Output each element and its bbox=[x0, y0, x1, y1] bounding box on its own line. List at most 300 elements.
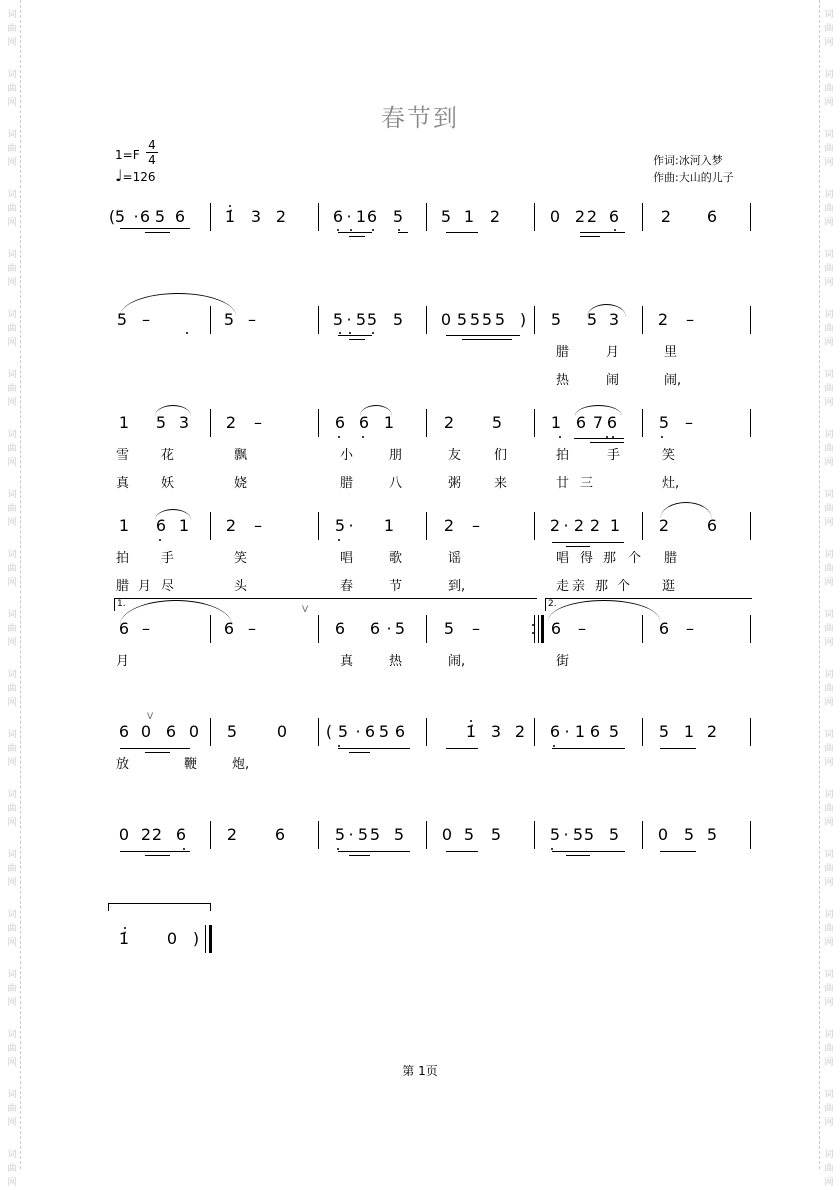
slur-arc bbox=[575, 405, 622, 416]
lyric-verse-1: 鞭 bbox=[184, 757, 198, 772]
watermark-char: 曲 bbox=[7, 984, 17, 994]
watermark-char: 词 bbox=[7, 1150, 17, 1160]
note: 3 bbox=[178, 413, 190, 432]
note: · bbox=[564, 722, 570, 741]
lyric-verse-2: 春 bbox=[340, 579, 354, 594]
bar-line bbox=[642, 409, 643, 437]
watermark-char: 词 bbox=[824, 730, 834, 740]
underline-beam bbox=[145, 855, 170, 856]
note: 6 bbox=[369, 619, 381, 638]
low-octave-dot bbox=[553, 745, 555, 747]
note: · bbox=[133, 207, 139, 226]
note: 1 bbox=[118, 413, 130, 432]
note: ( bbox=[108, 207, 116, 226]
note: 6 bbox=[223, 619, 235, 638]
watermark-char: 词 bbox=[7, 430, 17, 440]
underline-beam bbox=[552, 542, 624, 543]
note: 6 bbox=[165, 722, 177, 741]
note: 5 bbox=[393, 825, 405, 844]
note: 6 bbox=[706, 516, 718, 535]
bar-line bbox=[426, 306, 427, 334]
watermark-char: 曲 bbox=[824, 324, 834, 334]
bar-line bbox=[426, 512, 427, 540]
lyric-verse-1: 里 bbox=[664, 345, 678, 360]
underline-beam bbox=[660, 748, 696, 749]
time-signature-bottom: 4 bbox=[146, 152, 158, 167]
final-bar-thin bbox=[205, 925, 206, 953]
lyric-verse-2: 闹 bbox=[606, 373, 620, 388]
note: 1 bbox=[683, 722, 695, 741]
watermark-char: 曲 bbox=[7, 144, 17, 154]
note: · bbox=[563, 825, 569, 844]
watermark-char: 网 bbox=[7, 1058, 17, 1068]
watermark-char: 曲 bbox=[7, 1044, 17, 1054]
note: 3 bbox=[250, 207, 262, 226]
key-signature: 1=F bbox=[115, 148, 140, 162]
lyric-verse-1: 拍 bbox=[556, 448, 570, 463]
note: 2 bbox=[275, 207, 287, 226]
note: 5 bbox=[683, 825, 695, 844]
lyric-verse-1: 拍 bbox=[116, 551, 130, 566]
note: 5 bbox=[334, 516, 346, 535]
bar-line bbox=[750, 512, 751, 540]
lyric-verse-1: 朋 bbox=[389, 448, 403, 463]
underline-beam bbox=[120, 228, 190, 229]
watermark-char: 曲 bbox=[824, 84, 834, 94]
note: 2 bbox=[660, 207, 672, 226]
bar-line bbox=[534, 512, 535, 540]
lyric-verse-1: 个 bbox=[628, 551, 642, 566]
underline-beam bbox=[338, 335, 372, 336]
watermark-char: 词 bbox=[824, 550, 834, 560]
note: 5 bbox=[443, 619, 455, 638]
note: 1 bbox=[609, 516, 621, 535]
note: 2 bbox=[151, 825, 163, 844]
bar-line bbox=[750, 203, 751, 231]
note: · bbox=[348, 825, 354, 844]
lyric-verse-1: 笑 bbox=[662, 448, 676, 463]
time-signature bbox=[146, 138, 158, 167]
lyric-verse-2: 那 bbox=[595, 579, 609, 594]
note: 5 bbox=[114, 207, 126, 226]
watermark-char: 曲 bbox=[824, 144, 834, 154]
lyric-verse-2: 腊 bbox=[116, 579, 130, 594]
watermark-char: 网 bbox=[7, 158, 17, 168]
watermark-char: 网 bbox=[7, 518, 17, 528]
watermark-char: 曲 bbox=[7, 864, 17, 874]
watermark-char: 词 bbox=[824, 1150, 834, 1160]
lyric-verse-1: 唱 bbox=[556, 551, 570, 566]
watermark-char: 词 bbox=[824, 850, 834, 860]
watermark-char: 词 bbox=[7, 850, 17, 860]
note: 6 bbox=[606, 413, 618, 432]
bar-line bbox=[642, 512, 643, 540]
repeat-bar-thick bbox=[541, 615, 544, 643]
underline-beam bbox=[338, 748, 410, 749]
watermark-char: 词 bbox=[7, 130, 17, 140]
lyric-verse-2: 节 bbox=[389, 579, 403, 594]
note: – bbox=[142, 619, 150, 638]
watermark-char: 曲 bbox=[7, 444, 17, 454]
note: 0 bbox=[549, 207, 561, 226]
low-octave-dot bbox=[339, 332, 341, 334]
lyric-verse-1: 歌 bbox=[389, 551, 403, 566]
watermark-char: 词 bbox=[824, 1030, 834, 1040]
note: 7 bbox=[592, 413, 604, 432]
watermark-char: 曲 bbox=[824, 264, 834, 274]
note: 2 bbox=[589, 516, 601, 535]
note: 6 bbox=[155, 516, 167, 535]
bar-line bbox=[534, 615, 535, 643]
lyric-verse-1: 友 bbox=[448, 448, 462, 463]
watermark-char: 曲 bbox=[824, 624, 834, 634]
watermark-char: 网 bbox=[824, 698, 834, 708]
note: 1 bbox=[355, 207, 367, 226]
watermark-char: 网 bbox=[824, 878, 834, 888]
low-octave-dot bbox=[612, 436, 614, 438]
low-octave-dot bbox=[350, 229, 352, 231]
watermark-char: 词 bbox=[824, 190, 834, 200]
note: 1 bbox=[574, 722, 586, 741]
coda-bracket-left bbox=[108, 903, 109, 911]
note: 6 bbox=[139, 207, 151, 226]
note: 5 bbox=[154, 207, 166, 226]
watermark-char: 词 bbox=[7, 1030, 17, 1040]
watermark-char: 网 bbox=[7, 98, 17, 108]
watermark-char: 曲 bbox=[824, 384, 834, 394]
lyric-verse-1: 腊 bbox=[664, 551, 678, 566]
lyric-verse-2: 八 bbox=[389, 476, 403, 491]
note: 6 bbox=[364, 722, 376, 741]
bar-line bbox=[750, 306, 751, 334]
note: 2 bbox=[443, 413, 455, 432]
watermark-char: 词 bbox=[824, 610, 834, 620]
watermark-char: 词 bbox=[824, 970, 834, 980]
note: 2 bbox=[574, 207, 586, 226]
time-signature-top: 4 bbox=[148, 138, 156, 152]
bar-line bbox=[534, 409, 535, 437]
note: 5 bbox=[357, 825, 369, 844]
watermark-char: 曲 bbox=[824, 504, 834, 514]
note: 6 bbox=[366, 207, 378, 226]
bar-line bbox=[642, 203, 643, 231]
underline-beam bbox=[580, 236, 600, 237]
lyric-verse-2: 来 bbox=[494, 476, 508, 491]
bar-line bbox=[210, 821, 211, 849]
note: 1̇ bbox=[224, 207, 236, 226]
note: 5 bbox=[608, 825, 620, 844]
watermark-char: 词 bbox=[824, 310, 834, 320]
note: 5 bbox=[658, 722, 670, 741]
watermark-char: 词 bbox=[824, 370, 834, 380]
bar-line bbox=[318, 306, 319, 334]
underline-beam bbox=[446, 748, 478, 749]
note: 6 bbox=[658, 619, 670, 638]
tempo-marking bbox=[115, 166, 156, 185]
note: 2 bbox=[225, 516, 237, 535]
watermark-char: 曲 bbox=[824, 744, 834, 754]
underline-beam bbox=[120, 851, 190, 852]
watermark-char: 曲 bbox=[7, 804, 17, 814]
watermark-char: 词 bbox=[824, 250, 834, 260]
watermark-char: 词 bbox=[7, 310, 17, 320]
note: 5 bbox=[355, 310, 367, 329]
note: 5 bbox=[378, 722, 390, 741]
lyric-verse-2: 娆 bbox=[234, 476, 248, 491]
watermark-char: 网 bbox=[7, 938, 17, 948]
note: – bbox=[248, 310, 256, 329]
low-octave-dot bbox=[551, 848, 553, 850]
note: 6 bbox=[118, 619, 130, 638]
watermark-char: 词 bbox=[7, 910, 17, 920]
underline-beam bbox=[349, 855, 370, 856]
watermark-char: 词 bbox=[7, 790, 17, 800]
watermark-char: 网 bbox=[824, 638, 834, 648]
final-bar-thick bbox=[209, 925, 212, 953]
watermark-char: 网 bbox=[824, 518, 834, 528]
note: – bbox=[472, 619, 480, 638]
note: 1 bbox=[383, 516, 395, 535]
watermark-char: 网 bbox=[824, 278, 834, 288]
bar-line bbox=[534, 203, 535, 231]
note: · bbox=[563, 516, 569, 535]
note: 0 bbox=[276, 722, 288, 741]
watermark-char: 网 bbox=[7, 578, 17, 588]
note: 2 bbox=[140, 825, 152, 844]
underline-beam bbox=[580, 232, 625, 233]
note: 2 bbox=[586, 207, 598, 226]
bar-line bbox=[642, 718, 643, 746]
note: 6 bbox=[394, 722, 406, 741]
watermark-char: 网 bbox=[7, 1178, 17, 1188]
underline-beam bbox=[574, 438, 624, 439]
lyric-verse-2: 月 bbox=[138, 579, 152, 594]
low-octave-dot bbox=[372, 229, 374, 231]
note: 1̇ bbox=[465, 722, 477, 741]
bar-line bbox=[318, 512, 319, 540]
low-octave-dot bbox=[183, 848, 185, 850]
underline-beam bbox=[462, 339, 512, 340]
underline-beam bbox=[446, 232, 478, 233]
first-ending: 1. bbox=[114, 598, 537, 611]
underline-beam bbox=[590, 442, 624, 443]
note: 2 bbox=[226, 825, 238, 844]
lyric-verse-2: 亲 bbox=[572, 579, 586, 594]
watermark-char: 曲 bbox=[824, 444, 834, 454]
note: 5 bbox=[494, 310, 506, 329]
repeat-dot bbox=[532, 624, 534, 626]
lyric-verse-2: 腊 bbox=[340, 476, 354, 491]
note: 6 bbox=[332, 207, 344, 226]
credits bbox=[653, 152, 734, 186]
lyric-verse-2: 热 bbox=[556, 373, 570, 388]
note: 6 bbox=[118, 722, 130, 741]
lyric-verse-1: 们 bbox=[494, 448, 508, 463]
bar-line bbox=[750, 615, 751, 643]
lyric-verse-1: 小 bbox=[340, 448, 354, 463]
lyricist: 作词:冰河入梦 bbox=[653, 154, 723, 167]
bar-line bbox=[210, 203, 211, 231]
slur-arc bbox=[120, 293, 236, 316]
high-octave-dot bbox=[470, 720, 472, 722]
note: 2 bbox=[657, 310, 669, 329]
watermark-char: 词 bbox=[824, 670, 834, 680]
lyric-verse-2: 粥 bbox=[448, 476, 462, 491]
note: 5 bbox=[337, 722, 349, 741]
underline-beam bbox=[120, 748, 190, 749]
lyric-verse-1: 月 bbox=[606, 345, 620, 360]
bar-line bbox=[318, 718, 319, 746]
watermark-char: 网 bbox=[824, 998, 834, 1008]
note: ) bbox=[519, 310, 527, 329]
note: · bbox=[348, 516, 354, 535]
lyric-verse-2: 真 bbox=[116, 476, 130, 491]
note: 6 bbox=[549, 722, 561, 741]
note: 5 bbox=[440, 207, 452, 226]
bar-line bbox=[750, 409, 751, 437]
watermark-char: 曲 bbox=[7, 564, 17, 574]
watermark-char: 网 bbox=[7, 998, 17, 1008]
note: 5 bbox=[392, 310, 404, 329]
note: – bbox=[685, 413, 693, 432]
coda-bracket bbox=[108, 903, 210, 904]
watermark-char: 网 bbox=[7, 338, 17, 348]
lyric-verse-2: 逛 bbox=[662, 579, 676, 594]
underline-beam bbox=[338, 851, 410, 852]
watermark-char: 词 bbox=[824, 910, 834, 920]
slur-arc bbox=[587, 304, 626, 317]
note: 5 bbox=[392, 207, 404, 226]
watermark-char: 词 bbox=[824, 70, 834, 80]
low-octave-dot bbox=[337, 229, 339, 231]
note: 5 bbox=[116, 310, 128, 329]
note: 5 bbox=[572, 825, 584, 844]
note: 5 bbox=[394, 619, 406, 638]
watermark-char: 词 bbox=[7, 10, 17, 20]
note: 2 bbox=[225, 413, 237, 432]
lyric-verse-1: 那 bbox=[603, 551, 617, 566]
low-octave-dot bbox=[661, 436, 663, 438]
bar-line bbox=[426, 615, 427, 643]
coda-bracket-right bbox=[210, 903, 211, 911]
watermark-char: 曲 bbox=[7, 24, 17, 34]
underline-beam bbox=[660, 851, 696, 852]
note: 5 bbox=[490, 825, 502, 844]
underline-beam bbox=[349, 236, 365, 237]
note: 2 bbox=[489, 207, 501, 226]
note: · bbox=[355, 722, 361, 741]
watermark-char: 曲 bbox=[7, 1164, 17, 1174]
slur-arc bbox=[660, 502, 712, 519]
watermark-char: 网 bbox=[824, 38, 834, 48]
underline-beam bbox=[446, 335, 520, 336]
low-octave-dot bbox=[372, 332, 374, 334]
note: 6 bbox=[334, 413, 346, 432]
watermark-char: 词 bbox=[7, 970, 17, 980]
bar-line bbox=[426, 718, 427, 746]
note: 5 bbox=[223, 310, 235, 329]
lyric-verse-1: 谣 bbox=[448, 551, 462, 566]
watermark-char: 曲 bbox=[824, 564, 834, 574]
lyric-verse-1: 月 bbox=[116, 654, 130, 669]
watermark-char: 网 bbox=[824, 218, 834, 228]
low-octave-dot bbox=[159, 539, 161, 541]
watermark-char: 曲 bbox=[824, 204, 834, 214]
page-number: 第 1页 bbox=[402, 1064, 438, 1078]
bar-line bbox=[318, 409, 319, 437]
watermark-char: 曲 bbox=[824, 1044, 834, 1054]
bar-line bbox=[210, 718, 211, 746]
watermark-char: 词 bbox=[824, 490, 834, 500]
song-title: 春节到 bbox=[381, 104, 459, 132]
watermark-char: 网 bbox=[7, 818, 17, 828]
underline-beam bbox=[349, 339, 365, 340]
note: 6 bbox=[334, 619, 346, 638]
lyric-verse-1: 飘 bbox=[234, 448, 248, 463]
watermark-char: 网 bbox=[7, 1118, 17, 1128]
note: 6 bbox=[608, 207, 620, 226]
watermark-char: 曲 bbox=[824, 984, 834, 994]
watermark-char: 词 bbox=[824, 10, 834, 20]
bar-line bbox=[318, 615, 319, 643]
watermark-char: 曲 bbox=[7, 264, 17, 274]
bar-line bbox=[642, 306, 643, 334]
note: – bbox=[472, 516, 480, 535]
watermark-char: 曲 bbox=[7, 1104, 17, 1114]
watermark-char: 曲 bbox=[824, 804, 834, 814]
low-octave-dot bbox=[186, 332, 188, 334]
underline-beam bbox=[552, 748, 625, 749]
watermark-char: 词 bbox=[7, 1090, 17, 1100]
note: 5 bbox=[469, 310, 481, 329]
lyric-verse-1: 手 bbox=[607, 448, 621, 463]
note: 5 bbox=[658, 413, 670, 432]
watermark-char: 网 bbox=[824, 1178, 834, 1188]
note: 6 bbox=[358, 413, 370, 432]
note: 5 bbox=[334, 825, 346, 844]
watermark-char: 词 bbox=[7, 670, 17, 680]
lyric-verse-2: 到, bbox=[448, 579, 466, 594]
note: 0 bbox=[440, 310, 452, 329]
lyric-verse-2: 廿 bbox=[556, 476, 570, 491]
note: 0 bbox=[188, 722, 200, 741]
watermark-char: 词 bbox=[7, 370, 17, 380]
note: 1 bbox=[550, 413, 562, 432]
lyric-verse-1: 闹, bbox=[448, 654, 466, 669]
lyric-verse-1: 得 bbox=[580, 551, 594, 566]
note: 5 bbox=[463, 825, 475, 844]
note: – bbox=[142, 310, 150, 329]
low-octave-dot bbox=[338, 539, 340, 541]
note: 0 bbox=[166, 929, 178, 948]
underline-beam bbox=[566, 546, 590, 547]
watermark-char: 网 bbox=[7, 38, 17, 48]
note: 6 bbox=[274, 825, 286, 844]
note: 3 bbox=[608, 310, 620, 329]
watermark-char: 曲 bbox=[7, 324, 17, 334]
underline-beam bbox=[145, 752, 170, 753]
underline-beam bbox=[349, 752, 370, 753]
bar-line bbox=[750, 718, 751, 746]
watermark-char: 网 bbox=[7, 698, 17, 708]
watermark-char: 词 bbox=[7, 250, 17, 260]
breath-mark: V bbox=[147, 712, 154, 722]
note: – bbox=[686, 619, 694, 638]
watermark-char: 词 bbox=[7, 610, 17, 620]
lyric-verse-1: 真 bbox=[340, 654, 354, 669]
note: 0 bbox=[140, 722, 152, 741]
watermark-char: 曲 bbox=[824, 1164, 834, 1174]
